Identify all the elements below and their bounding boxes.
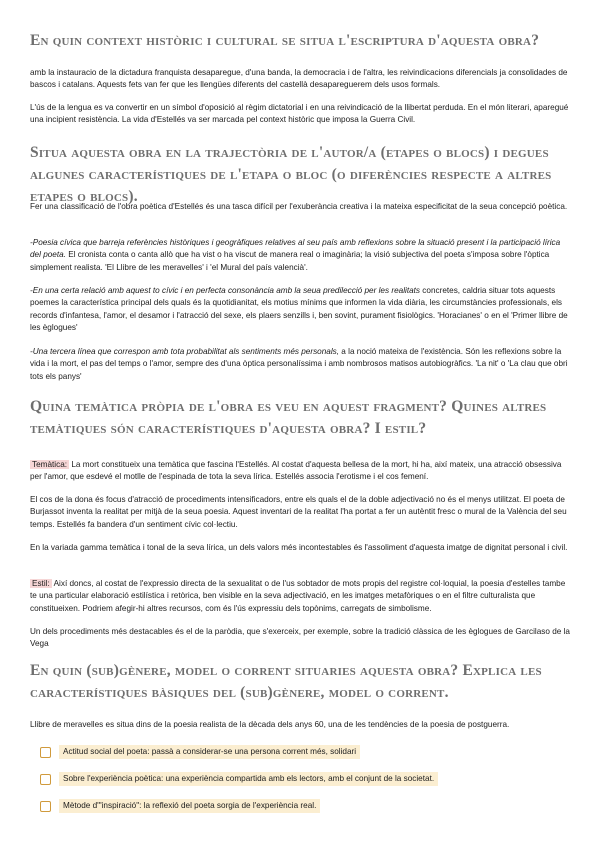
paragraph: Llibre de meravelles es situa dins de la poesia realista de la dècada dels anys 60, una de les tendències de la poesia de postguerra. [30,720,510,729]
question-heading: Quina temàtica pròpia de l'obra es veu en aquest fragment? Quines altres temàtiques són característiques d'aquesta obra? I estil? [30,398,547,437]
item-lead: -En una certa relació amb aquest to cívic i en perfecta consonància amb la seua predilecció per les realitats [30,286,421,295]
item-text: concretes, caldria situar tots aquests poemes la característica principal dels quals és la quotidianitat, els motius mínims que informen la vida diària, les circumstàncies professionals, els records d'infantesa, l'amor, el desamor i l'atracció del sexe, els plaers senzills i, ben sovint, purament fisiològics. 'Horacianes' o en el 'Primer llibre de les èglogues' [30,286,568,332]
list-item [30,237,570,274]
checkbox[interactable] [40,747,51,758]
paragraph: Un dels procediments més destacables és el de la paròdia, que s'exerceix, per exemple, sobre la tradició clàssica de les èglogues de Garcilaso de la Vega [30,627,570,649]
checkbox[interactable] [40,774,51,785]
checklist-text: Sobre l'experiència poètica: una experiència compartida amb els lectors, amb el conjunt de la societat. [59,772,438,786]
item-text: El cronista conta o canta allò que ha vist o ha viscut de manera real o imaginària; la visió subjectiva del poeta s'imposa sobre l'òptica simplement realista. 'El Llibre de les meravelles' i 'el Mural del país valencià'. [30,250,550,272]
item-lead: -Una tercera línea que correspon amb tota probabilitat als sentiments més personals, [30,347,340,356]
checklist-text: Actitud social del poeta: passà a considerar-se una persona corrent més, solidari [59,745,360,759]
question-heading: Situa aquesta obra en la trajectòria de l'autor/a (etapes o blocs) i degues algunes característiques de l'etapa o bloc (o diferències respecte a altres etapes o blocs). [30,144,552,205]
estil-text: Així doncs, al costat de l'expressio directa de la sexualitat o de l'us sobtador de mots propis del registre col·loquial, la poesia d'estelles tambe te una particular elaboració estilística i retòrica, ben visible en la seva adjectivació, en les imatges metafòriques o en el filtre culturalista que constitueixen. Podriem afegir-hi altres recursos, com és l'ús expressiu dels topònims, carregats de simbolisme. [30,579,566,613]
list-item [30,285,570,334]
question-heading: En quin context històric i cultural se situa l'escriptura d'aquesta obra? [30,32,540,49]
checklist-item [40,745,360,759]
paragraph: L'ús de la lengua es va convertir en un símbol d'oposició al règim dictatorial i en una reivindicació de la llibertat perduda. En el món literari, aparegué una incipient resistència. La vida d'Estellés va ser marcada pel context històric que imposa la Guerra Civil. [30,103,569,125]
list-item [30,346,570,383]
question-heading: En quin (sub)gènere, model o corrent situaries aquesta obra? Explica les característiques bàsiques del (sub)gènere, model o corrent. [30,662,542,701]
paragraph: amb la instauracio de la dictadura franquista desaparegue, d'una banda, la democracia i de l'altra, les reivindicacions diferencials ja consolidades de bascos i catalans. Aquests fets van fer que les llengües diferents del castellà desapareguerem dels usos formals. [30,68,568,90]
estil-label: Estil: [32,579,50,588]
item-text: a la noció mateixa de l'existència. Són les reflexions sobre la vida i la mort, el pas del temps o l'amor, sempre des d'una òptica personalíssima i amb nombrosos matisos autobiogràfics. 'La nit' o 'La clau que obri tots els panys' [30,347,568,381]
checklist-item [40,772,438,786]
tematica-label: Temàtica: [32,460,68,469]
paragraph: Fer una classificació de l'obra poètica d'Estellés és una tasca difícil per l'exuberància creativa i la mateixa especificitat de la seua concepció poètica. [30,202,568,211]
checklist-item [40,799,320,813]
checkbox[interactable] [40,801,51,812]
tematica-text: La mort constitueix una temàtica que fascina l'Estellés. Al costat d'aquesta bellesa de la mort, hi ha, així mateix, una atracció obsessiva per l'amor, que esdevé el motlle de l'espinada de tota la seva lírica. Estellés associa l'erotisme i el cos femení. [30,460,562,482]
checklist-text: Mètode d'"inspiració": la reflexió del poeta sorgia de l'experiència real. [59,799,320,813]
paragraph [30,459,570,484]
item-lead: -Poesia cívica que barreja referències històriques i geogràfiques relatives al seu país amb reflexions sobre la situació present i la participació lírica del poeta. [30,238,561,260]
paragraph [30,578,570,615]
paragraph: El cos de la dona és focus d'atracció de procediments intensificadors, entre els quals el de la doble adjectivació no és el menys utilitzat. El poeta de Burjassot inventa la realitat per mitjà de la seua poesia. Aquest inventari de la realitat l'ha portat a fer un autèntit fresc o mural de la València del seu temps. Estellés fa bandera d'un sentiment cívic col·lectiu. [30,495,567,529]
paragraph: En la variada gamma temàtica i tonal de la seva lírica, un dels valors més incontestables és l'assoliment d'aquesta imatge de dignitat personal i civil. [30,543,568,552]
